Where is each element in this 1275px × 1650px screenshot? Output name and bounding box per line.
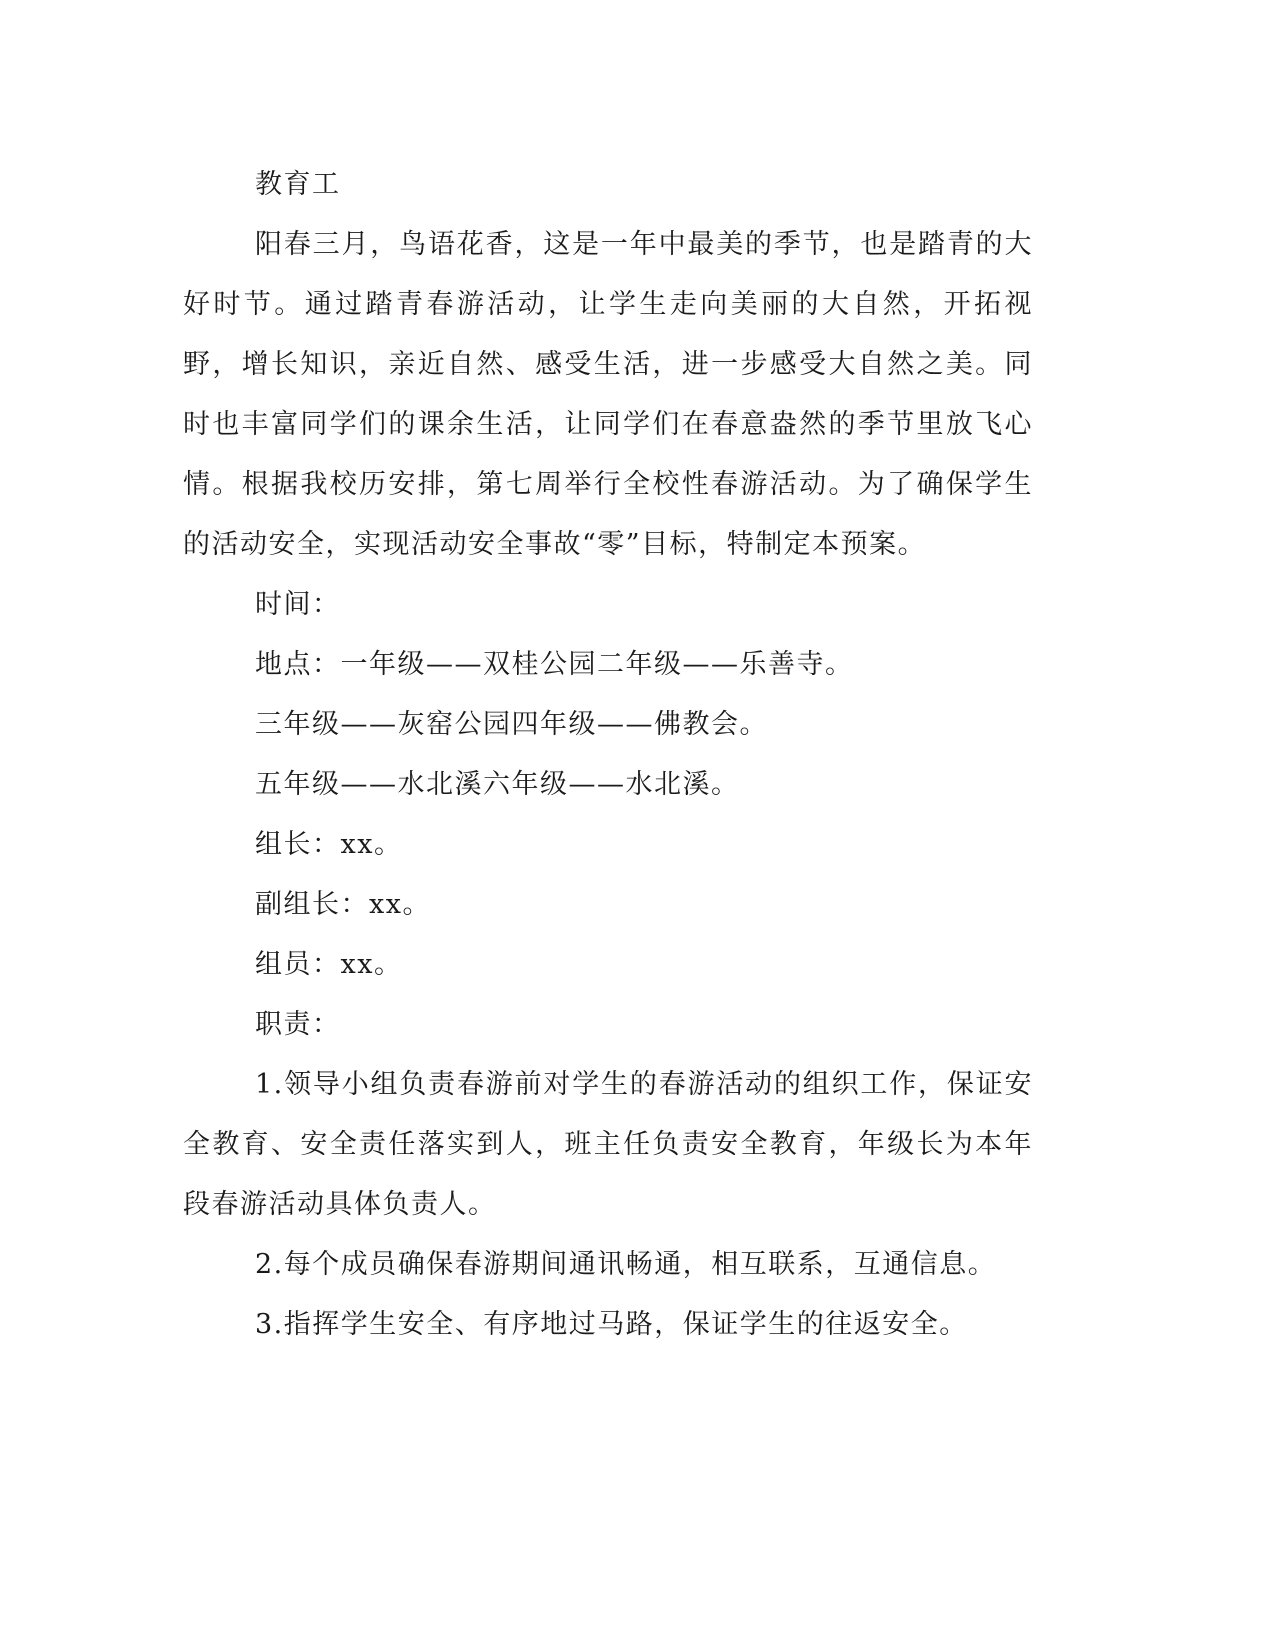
paragraph-time: 时间： <box>255 589 341 620</box>
paragraph-heading: 教育工 <box>255 169 341 200</box>
paragraph-location-2: 三年级——灰窑公园四年级——佛教会。 <box>255 709 768 740</box>
paragraph-duty-1: 1.领导小组负责春游前对学生的春游活动的组织工作，保证安全教育、安全责任落实到人，班主任负责安全教育，年级长为本年段春游活动具体负责人。 <box>183 1069 1033 1220</box>
paragraph-duty-3: 3.指挥学生安全、有序地过马路，保证学生的往返安全。 <box>255 1309 968 1340</box>
paragraph-leader: 组长：xx。 <box>255 829 403 860</box>
paragraph-duties: 职责： <box>255 1009 341 1040</box>
document-body <box>183 155 1033 1355</box>
paragraph-deputy-leader: 副组长：xx。 <box>255 889 431 920</box>
paragraph-location-1: 地点：一年级——双桂公园二年级——乐善寺。 <box>255 649 854 680</box>
paragraph-duty-2: 2.每个成员确保春游期间通讯畅通，相互联系，互通信息。 <box>255 1249 997 1280</box>
paragraph-location-3: 五年级——水北溪六年级——水北溪。 <box>255 769 740 800</box>
paragraph-intro: 阳春三月，鸟语花香，这是一年中最美的季节，也是踏青的大好时节。通过踏青春游活动，让学生走向美丽的大自然，开拓视野，增长知识，亲近自然、感受生活，进一步感受大自然之美。同时也丰富同学们的课余生活，让同学们在春意盎然的季节里放飞心情。根据我校历安排，第七周举行全校性春游活动。为了确保学生的活动安全，实现活动安全事故“零”目标，特制定本预案。 <box>183 229 1033 560</box>
paragraph-members: 组员：xx。 <box>255 949 403 980</box>
